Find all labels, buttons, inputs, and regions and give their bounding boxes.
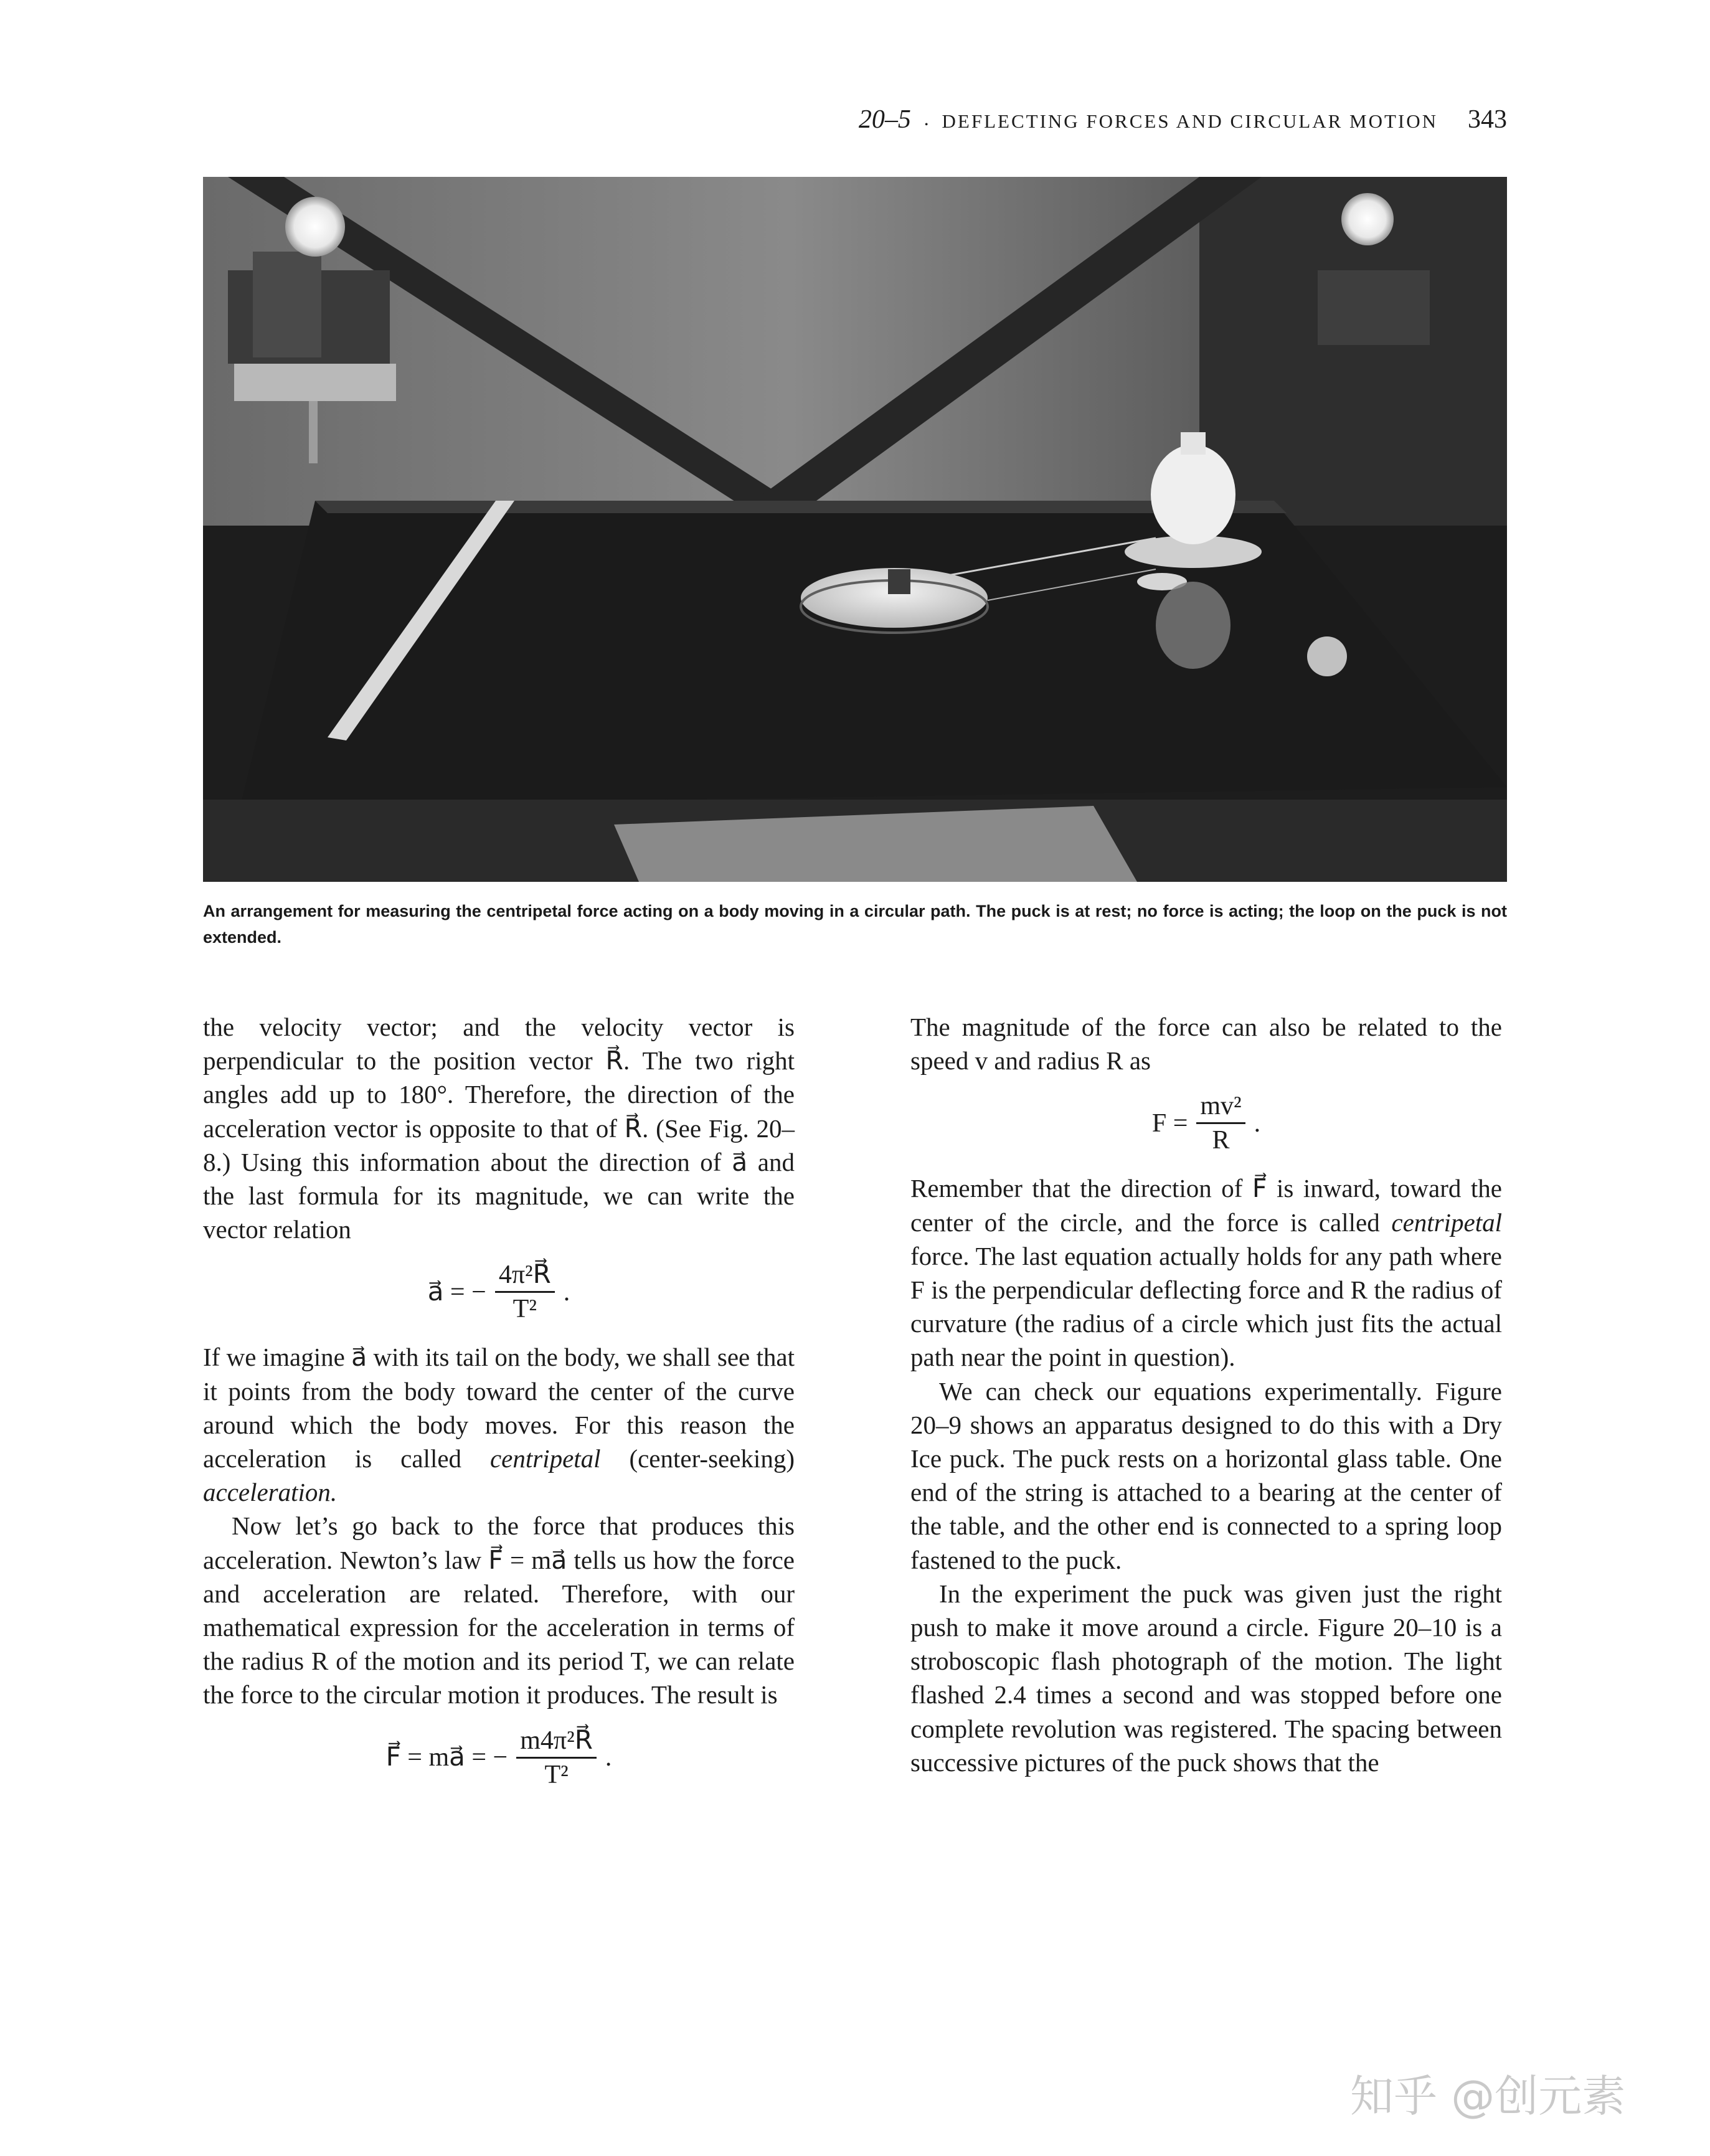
right-column (910, 1010, 1502, 1779)
running-head (810, 105, 1507, 142)
paragraph: Now let’s go back to the force that produces this acceleration. Newton’s law F⃗ = ma⃗ tells us how the force and acceleration are related. Therefore, with our mathematical expression for the acceleration in terms of the radius R of the motion and its period T, we can relate the force to the circular motion it produces. The result is (203, 1511, 795, 1709)
puck-loop (888, 569, 910, 594)
paragraph: We can check our equations experimentally. Figure 20–9 shows an apparatus designed to do this with a Dry Ice puck. The puck rests on a horizontal glass table. One end of the string is attached to a bearing at the center of the table, and the other end is connected to a spring loop fastened to the puck. (910, 1376, 1502, 1574)
dry-ice-container (1151, 445, 1235, 544)
fraction (495, 1260, 555, 1324)
fraction-numerator: m4π²R⃗ (516, 1726, 597, 1759)
paragraph: The magnitude of the force can also be related to the speed v and radius R as (910, 1013, 1502, 1076)
page-number: 343 (1468, 105, 1507, 134)
equation-centripetal-force (910, 1091, 1502, 1155)
section-title: DEFLECTING FORCES AND CIRCULAR MOTION (942, 110, 1438, 132)
text-run: (center-seeking) (600, 1444, 795, 1473)
fraction-numerator: mv² (1196, 1091, 1245, 1124)
equation-tail: . (563, 1277, 570, 1307)
fraction-denominator: R (1212, 1126, 1230, 1155)
emphasis-term: centripetal (1391, 1208, 1502, 1237)
fraction (516, 1726, 597, 1790)
section-number: 20–5 (858, 105, 911, 134)
figure-caption: An arrangement for measuring the centripetal force acting on a body moving in a circular path. The puck is at rest; no force is acting; the loop on the puck is not extended. (203, 902, 1507, 947)
paragraph: In the experiment the puck was given just the right push to make it move around a circle. Figure 20–10 is a stroboscopic flash photograph of the motion. The light flashed 2.4 times a second and was stopped before one complete revolution was registered. The spacing between successive pictures of the puck shows that the (910, 1579, 1502, 1777)
equation-acceleration (203, 1260, 795, 1324)
left-lamp (285, 197, 345, 257)
paragraph: the velocity vector; and the velocity vector is perpendicular to the position vector R⃗. The two right angles add up to 180°. Therefore, the direction of the acceleration vector is opposite to that of R⃗. (See Fig. 20–8.) Using this information about the direction of a⃗ and the last formula for its magnitude, we can write the vector relation (203, 1013, 795, 1244)
right-stand (1318, 270, 1430, 345)
equation-tail: . (605, 1743, 612, 1772)
paragraph (910, 1171, 1502, 1374)
separator-dot: • (924, 120, 928, 130)
equation-force (203, 1726, 795, 1790)
fraction-denominator: T² (544, 1760, 569, 1789)
photo-illustration (203, 177, 1507, 882)
text-run: force. The last equation actually holds for any path where F is the perpendicular deflecting force and R the radius of curvature (the radius of a circle which just fits the actual path near the point in question). (910, 1241, 1502, 1372)
paragraph (203, 1340, 795, 1509)
text-run: If we imagine a⃗ with its tail on the body, we shall see that it points from the body toward the center of the curve around which the body moves. For this reason the acceleration is called (203, 1343, 795, 1473)
equation-tail: . (1254, 1109, 1261, 1138)
equation-lhs: a⃗ = − (427, 1277, 486, 1307)
equation-lhs: F⃗ = ma⃗ = − (385, 1743, 508, 1772)
text-run: Remember that the direction of F⃗ is inward, toward the center of the circle, and the force is called (910, 1174, 1502, 1237)
emphasis-term: acceleration. (203, 1478, 338, 1507)
fraction-denominator: T² (513, 1295, 537, 1324)
figure-photo (203, 177, 1507, 882)
right-lamp (1341, 193, 1394, 245)
equation-lhs: F = (1151, 1109, 1188, 1138)
left-column (203, 1010, 795, 1806)
fraction (1196, 1091, 1245, 1155)
left-camera-body (253, 252, 321, 357)
emphasis-term: centripetal (489, 1444, 601, 1473)
watermark: 知乎 @创元素 (1350, 2071, 1626, 2122)
fraction-numerator: 4π²R⃗ (495, 1260, 555, 1293)
